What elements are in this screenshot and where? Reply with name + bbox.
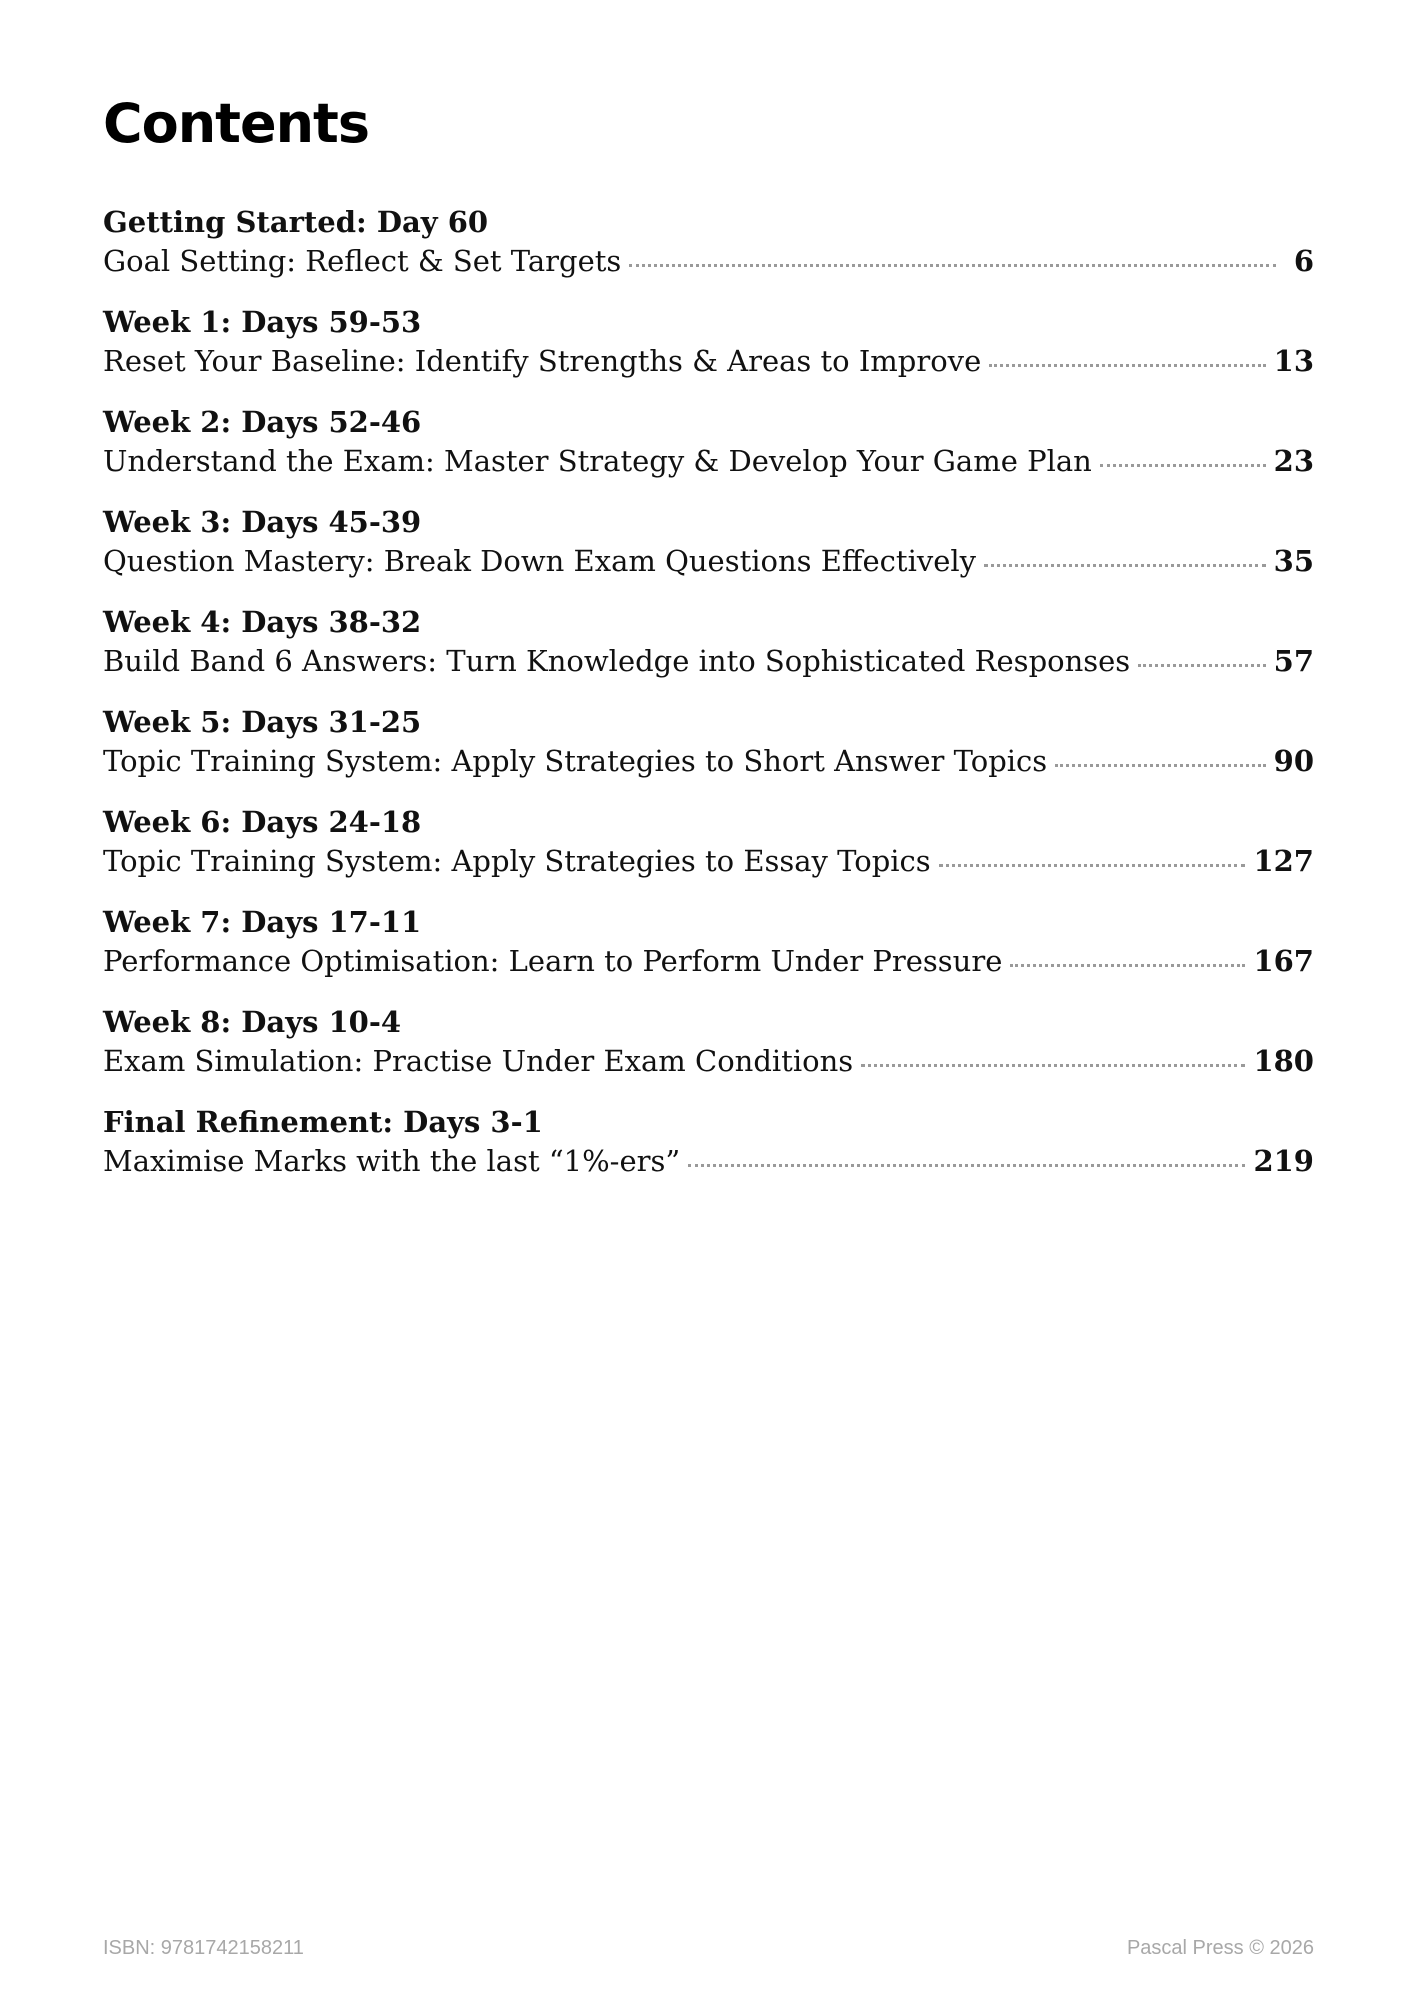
- toc-entry[interactable]: [103, 741, 1314, 781]
- dot-leader: [688, 1164, 1245, 1167]
- toc-entry[interactable]: [103, 941, 1314, 981]
- dot-leader: [989, 364, 1265, 367]
- dot-leader: [1010, 964, 1245, 967]
- page-title: Contents: [103, 92, 370, 155]
- page-number: 127: [1253, 844, 1314, 878]
- table-of-contents: [103, 203, 1314, 1203]
- toc-entry[interactable]: [103, 841, 1314, 881]
- page-number: 35: [1273, 544, 1314, 578]
- section-heading: Week 6: Days 24-18: [103, 805, 422, 839]
- page-number: 6: [1293, 244, 1314, 278]
- section-heading: Week 5: Days 31-25: [103, 705, 422, 739]
- dot-leader: [984, 564, 1266, 567]
- toc-section-week-8: [103, 1003, 1314, 1103]
- page-number: 219: [1253, 1144, 1314, 1178]
- dot-leader: [1138, 664, 1265, 667]
- section-heading: Week 1: Days 59-53: [103, 305, 422, 339]
- section-heading: Week 7: Days 17-11: [103, 905, 422, 939]
- section-heading: Week 8: Days 10-4: [103, 1005, 402, 1039]
- toc-section-week-2: [103, 403, 1314, 503]
- entry-title: Topic Training System: Apply Strategies to Short Answer Topics: [103, 744, 1048, 778]
- toc-section-week-4: [103, 603, 1314, 703]
- toc-entry[interactable]: [103, 1141, 1314, 1181]
- toc-entry[interactable]: [103, 441, 1314, 481]
- dot-leader: [1100, 464, 1266, 467]
- toc-section-getting-started: [103, 203, 1314, 303]
- page-number: 23: [1273, 444, 1314, 478]
- entry-title: Reset Your Baseline: Identify Strengths & Areas to Improve: [103, 344, 982, 378]
- section-heading: Week 4: Days 38-32: [103, 605, 422, 639]
- entry-title: Build Band 6 Answers: Turn Knowledge into Sophisticated Responses: [103, 644, 1131, 678]
- toc-section-week-3: [103, 503, 1314, 603]
- toc-entry[interactable]: [103, 241, 1314, 281]
- page-number: 90: [1273, 744, 1314, 778]
- isbn-footer: ISBN: 9781742158211: [103, 1937, 304, 1959]
- entry-title: Maximise Marks with the last “1%-ers”: [103, 1144, 681, 1178]
- entry-title: Topic Training System: Apply Strategies to Essay Topics: [103, 844, 931, 878]
- dot-leader: [939, 864, 1246, 867]
- toc-section-week-7: [103, 903, 1314, 1003]
- entry-title: Question Mastery: Break Down Exam Questions Effectively: [103, 544, 977, 578]
- toc-entry[interactable]: [103, 541, 1314, 581]
- dot-leader: [1055, 764, 1265, 767]
- toc-entry[interactable]: [103, 1041, 1314, 1081]
- toc-entry[interactable]: [103, 341, 1314, 381]
- toc-section-week-1: [103, 303, 1314, 403]
- page-number: 180: [1253, 1044, 1314, 1078]
- page-number: 167: [1253, 944, 1314, 978]
- section-heading: Week 3: Days 45-39: [103, 505, 422, 539]
- section-heading: Week 2: Days 52-46: [103, 405, 422, 439]
- toc-section-week-6: [103, 803, 1314, 903]
- toc-section-week-5: [103, 703, 1314, 803]
- section-heading: Final Refinement: Days 3-1: [103, 1105, 543, 1139]
- entry-title: Performance Optimisation: Learn to Perform Under Pressure: [103, 944, 1003, 978]
- entry-title: Understand the Exam: Master Strategy & Develop Your Game Plan: [103, 444, 1092, 478]
- dot-leader: [629, 264, 1276, 267]
- dot-leader: [861, 1064, 1245, 1067]
- entry-title: Exam Simulation: Practise Under Exam Conditions: [103, 1044, 854, 1078]
- page-number: 57: [1273, 644, 1314, 678]
- page-number: 13: [1273, 344, 1314, 378]
- entry-title: Goal Setting: Reflect & Set Targets: [103, 244, 622, 278]
- toc-entry[interactable]: [103, 641, 1314, 681]
- publisher-footer: Pascal Press © 2026: [1126, 1937, 1314, 1959]
- section-heading: Getting Started: Day 60: [103, 205, 489, 239]
- toc-section-final-refinement: [103, 1103, 1314, 1203]
